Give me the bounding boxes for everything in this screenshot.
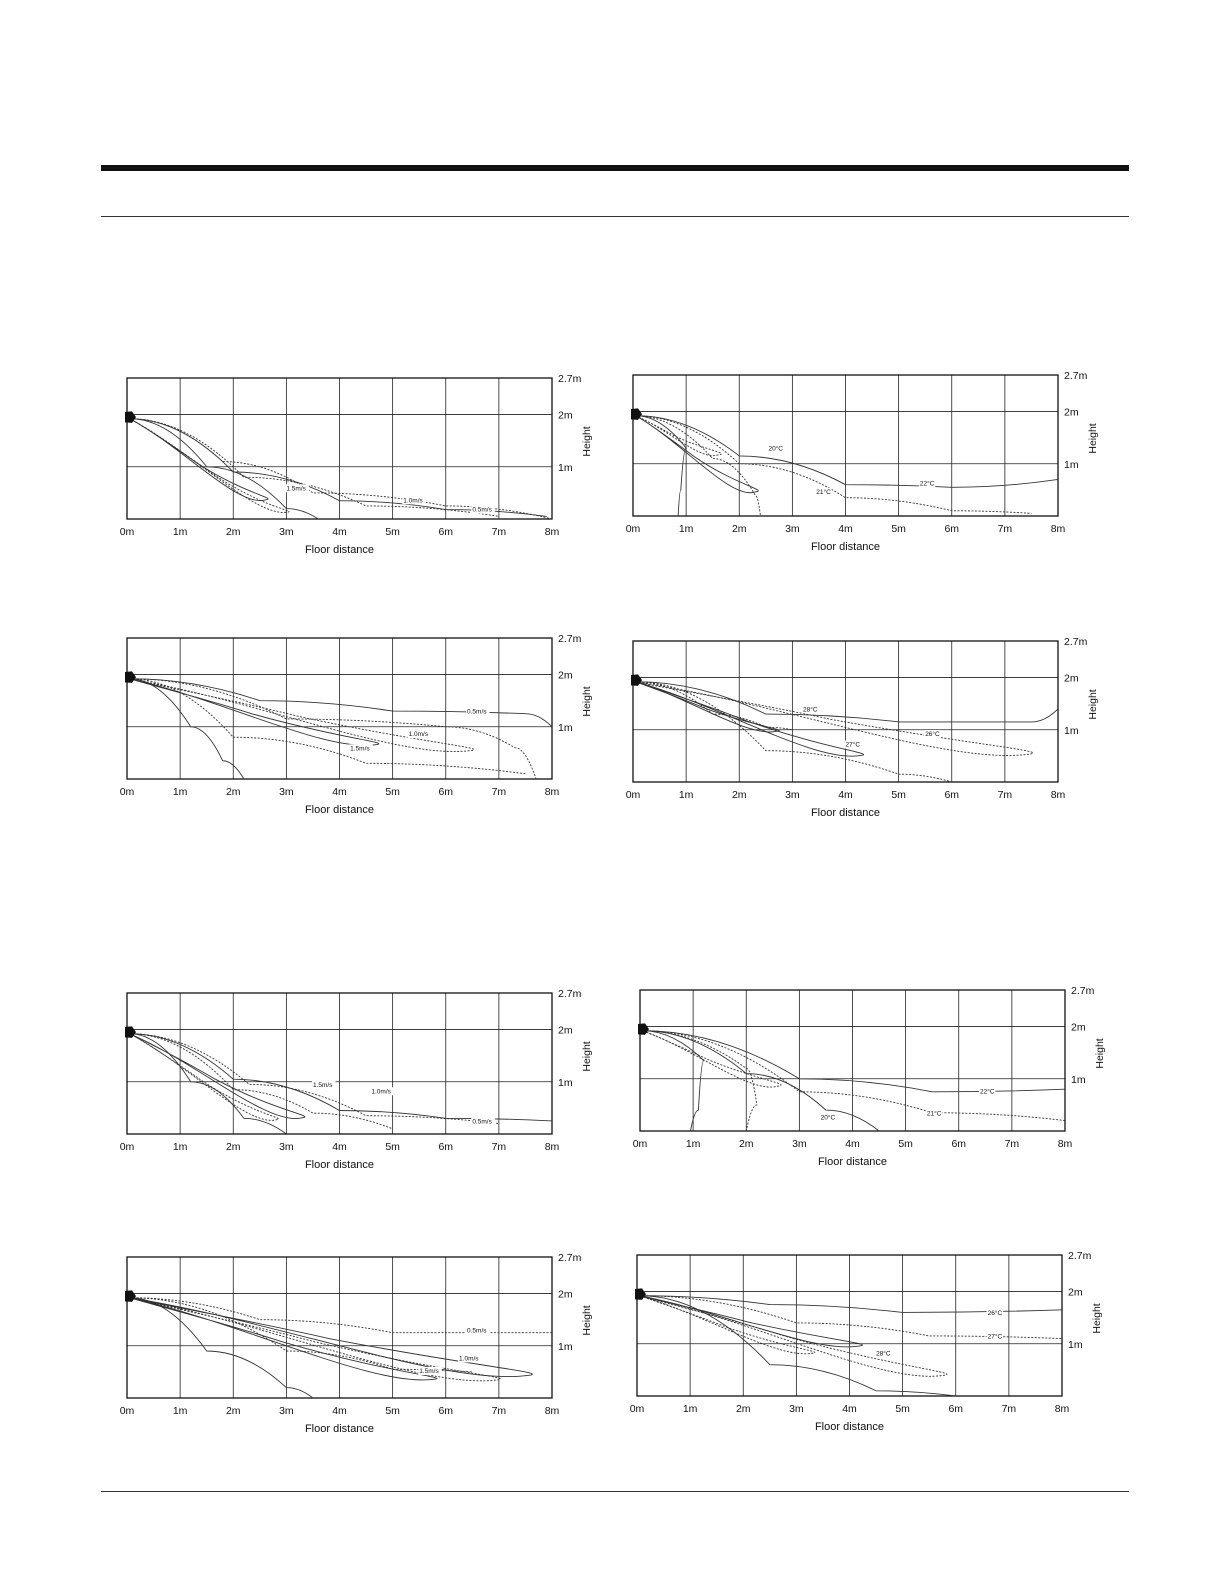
- x-tick-label: 8m: [1050, 789, 1066, 801]
- y-tick-label: 2.7m: [1068, 1250, 1092, 1262]
- x-tick-label: 4m: [332, 1141, 347, 1153]
- air-outlet-icon: [635, 1288, 646, 1299]
- chart-svg-p1: [110, 368, 593, 568]
- temperature-chart-2: [616, 631, 1099, 831]
- contour-label: 26°C: [987, 1310, 1003, 1318]
- x-tick-label: 6m: [438, 526, 454, 538]
- contour-line: [636, 416, 1032, 514]
- chart-svg-p4: [616, 631, 1099, 831]
- contour-label: 0.5m/s: [472, 1118, 492, 1126]
- header-rule-thick: [101, 165, 1129, 171]
- contour-line: [640, 1296, 1062, 1339]
- x-tick-label: 4m: [332, 1405, 347, 1417]
- x-tick-label: 5m: [385, 786, 400, 798]
- y-tick-label: 2.7m: [558, 988, 582, 1000]
- temperature-chart-3: [623, 980, 1106, 1180]
- x-tick-label: 2m: [225, 1141, 241, 1153]
- contour-label: 22°C: [980, 1088, 995, 1096]
- contour-line: [643, 1031, 757, 1131]
- x-tick-label: 6m: [948, 1403, 964, 1415]
- x-tick-label: 1m: [172, 526, 188, 538]
- x-tick-label: 3m: [785, 789, 800, 801]
- x-tick-label: 3m: [279, 1141, 294, 1153]
- x-axis-label: Floor distance: [810, 541, 881, 553]
- y-tick-label: 2.7m: [558, 633, 582, 645]
- contour-line: [130, 1298, 313, 1398]
- y-tick-label: 1m: [558, 1076, 573, 1089]
- y-tick-label: 2m: [558, 1288, 573, 1301]
- contour-line: [643, 1031, 1065, 1121]
- x-tick-label: 6m: [944, 789, 960, 801]
- y-tick-label: 1m: [1068, 1338, 1083, 1351]
- x-tick-label: 5m: [385, 1141, 400, 1153]
- x-tick-label: 5m: [385, 1405, 400, 1417]
- contour-line: [636, 416, 1058, 488]
- x-tick-label: 3m: [279, 526, 294, 538]
- x-tick-label: 8m: [544, 526, 560, 538]
- x-tick-label: 4m: [838, 789, 853, 801]
- contour-label: 21°C: [926, 1110, 942, 1118]
- contour-line: [636, 682, 1033, 756]
- y-tick-label: 2.7m: [558, 1252, 582, 1264]
- y-tick-label: 2m: [558, 669, 573, 682]
- contour-line: [130, 1298, 437, 1380]
- footer-rule: [101, 1491, 1129, 1492]
- x-tick-label: 1m: [678, 789, 694, 801]
- x-tick-label: 8m: [544, 786, 560, 798]
- chart-svg-p6: [623, 980, 1106, 1180]
- y-tick-label: 1m: [1071, 1073, 1086, 1086]
- contour-label: 1.5m/s: [286, 485, 306, 493]
- x-tick-label: 4m: [842, 1403, 857, 1415]
- contour-label: 21°C: [816, 489, 831, 497]
- contour-line: [643, 1031, 704, 1131]
- x-tick-label: 1m: [685, 1138, 701, 1150]
- y-tick-label: 2m: [1068, 1286, 1083, 1299]
- contour-label: 1.5m/s: [419, 1367, 439, 1375]
- x-tick-label: 7m: [1001, 1403, 1017, 1415]
- x-tick-label: 3m: [279, 786, 294, 798]
- x-tick-label: 4m: [838, 523, 853, 535]
- contour-label: 1.0m/s: [403, 497, 423, 505]
- x-tick-label: 2m: [738, 1138, 754, 1150]
- x-tick-label: 0m: [625, 789, 641, 801]
- y-axis-label: Height: [1087, 423, 1099, 454]
- y-tick-label: 2.7m: [558, 373, 582, 385]
- air-outlet-icon: [631, 674, 642, 685]
- y-tick-label: 2.7m: [1064, 636, 1088, 648]
- x-tick-label: 5m: [891, 523, 906, 535]
- x-tick-label: 1m: [172, 1405, 188, 1417]
- x-axis-label: Floor distance: [817, 1156, 888, 1168]
- x-tick-label: 8m: [544, 1141, 560, 1153]
- contour-line: [643, 1031, 879, 1131]
- airflow-velocity-chart-1: [110, 368, 593, 568]
- chart-svg-p2: [616, 365, 1099, 565]
- contour-label: 20°C: [768, 445, 783, 453]
- x-tick-label: 2m: [225, 1405, 241, 1417]
- x-tick-label: 3m: [785, 523, 800, 535]
- x-tick-label: 5m: [898, 1138, 913, 1150]
- contour-label: 0.5m/s: [467, 708, 487, 716]
- x-axis-label: Floor distance: [304, 544, 375, 556]
- y-tick-label: 2m: [558, 409, 573, 422]
- x-tick-label: 7m: [491, 786, 507, 798]
- x-tick-label: 8m: [1057, 1138, 1073, 1150]
- contour-line: [636, 682, 864, 756]
- x-tick-label: 0m: [625, 523, 641, 535]
- x-tick-label: 5m: [895, 1403, 910, 1415]
- x-tick-label: 2m: [225, 786, 241, 798]
- x-tick-label: 3m: [789, 1403, 804, 1415]
- x-tick-label: 4m: [845, 1138, 860, 1150]
- contour-line: [130, 679, 536, 779]
- contour-line: [130, 419, 552, 519]
- x-tick-label: 0m: [119, 1141, 135, 1153]
- y-tick-label: 2m: [1064, 672, 1079, 685]
- contour-label: 28°C: [876, 1350, 891, 1358]
- x-tick-label: 0m: [119, 1405, 135, 1417]
- y-tick-label: 1m: [1064, 724, 1079, 737]
- x-tick-label: 1m: [682, 1403, 698, 1415]
- temperature-chart-4: [620, 1245, 1103, 1445]
- x-axis-label: Floor distance: [304, 1159, 375, 1171]
- y-tick-label: 1m: [1064, 458, 1079, 471]
- x-tick-label: 2m: [731, 523, 747, 535]
- contour-line: [130, 1034, 279, 1121]
- x-tick-label: 8m: [1054, 1403, 1070, 1415]
- contour-line: [130, 419, 289, 513]
- x-tick-label: 3m: [792, 1138, 807, 1150]
- x-tick-label: 7m: [491, 1141, 507, 1153]
- y-tick-label: 2.7m: [1064, 370, 1088, 382]
- y-axis-label: Height: [1094, 1038, 1106, 1069]
- x-tick-label: 7m: [1004, 1138, 1020, 1150]
- contour-line: [130, 679, 526, 774]
- contour-line: [130, 419, 547, 517]
- contour-line: [640, 1296, 956, 1396]
- air-outlet-icon: [638, 1023, 649, 1034]
- contour-label: 22°C: [919, 480, 935, 488]
- contour-label: 28°C: [803, 706, 818, 714]
- air-outlet-icon: [125, 671, 136, 682]
- contour-line: [130, 419, 319, 519]
- y-axis-label: Height: [581, 1041, 593, 1072]
- air-outlet-icon: [125, 1290, 136, 1301]
- x-tick-label: 7m: [997, 789, 1013, 801]
- contour-line: [130, 679, 379, 746]
- contour-label: 1.5m/s: [312, 1082, 333, 1089]
- contour-label: 1.0m/s: [459, 1355, 479, 1363]
- y-tick-label: 2m: [558, 1024, 573, 1037]
- contour-label: 1.5m/s: [350, 745, 370, 753]
- contour-label: 0.5m/s: [467, 1327, 487, 1335]
- x-tick-label: 0m: [629, 1403, 645, 1415]
- chart-svg-p8: [620, 1245, 1103, 1445]
- x-axis-label: Floor distance: [814, 1421, 885, 1433]
- chart-svg-p7: [110, 1247, 593, 1447]
- contour-line: [636, 416, 759, 493]
- x-tick-label: 8m: [544, 1405, 560, 1417]
- x-tick-label: 6m: [438, 1405, 454, 1417]
- x-tick-label: 2m: [225, 526, 241, 538]
- temperature-chart-1: [616, 365, 1099, 565]
- x-tick-label: 0m: [119, 526, 135, 538]
- x-tick-label: 6m: [951, 1138, 967, 1150]
- airflow-velocity-chart-3: [110, 983, 593, 1183]
- contour-label: 26°C: [925, 731, 940, 739]
- y-tick-label: 2m: [1071, 1021, 1086, 1034]
- x-tick-label: 8m: [1050, 523, 1066, 535]
- contour-label: 1.0m/s: [371, 1088, 391, 1096]
- x-tick-label: 1m: [172, 786, 188, 798]
- airflow-velocity-chart-2: [110, 628, 593, 828]
- contour-line: [636, 682, 1058, 722]
- x-tick-label: 6m: [944, 523, 960, 535]
- contour-label: 27°C: [845, 741, 861, 749]
- x-tick-label: 6m: [438, 1141, 454, 1153]
- x-tick-label: 0m: [119, 786, 135, 798]
- x-tick-label: 6m: [438, 786, 454, 798]
- x-tick-label: 7m: [491, 526, 507, 538]
- header-rule-thin: [101, 216, 1129, 217]
- y-axis-label: Height: [1087, 689, 1099, 720]
- x-axis-label: Floor distance: [810, 807, 881, 819]
- contour-label: 20°C: [820, 1114, 836, 1122]
- x-tick-label: 2m: [731, 789, 747, 801]
- x-tick-label: 7m: [997, 523, 1013, 535]
- chart-svg-p3: [110, 628, 593, 828]
- contour-line: [636, 416, 686, 516]
- x-tick-label: 0m: [632, 1138, 648, 1150]
- contour-label: 0.5m/s: [472, 506, 492, 514]
- y-axis-label: Height: [1091, 1303, 1103, 1334]
- x-tick-label: 7m: [491, 1405, 507, 1417]
- chart-svg-p5: [110, 983, 593, 1183]
- contour-line: [130, 1034, 305, 1119]
- contour-line: [130, 419, 499, 517]
- x-axis-label: Floor distance: [304, 804, 375, 816]
- airflow-velocity-chart-4: [110, 1247, 593, 1447]
- x-tick-label: 5m: [891, 789, 906, 801]
- x-axis-label: Floor distance: [304, 1423, 375, 1435]
- y-tick-label: 1m: [558, 1340, 573, 1353]
- contour-label: 1.0m/s: [408, 731, 429, 739]
- contour-line: [640, 1296, 947, 1377]
- x-tick-label: 4m: [332, 786, 347, 798]
- x-tick-label: 3m: [279, 1405, 294, 1417]
- x-tick-label: 1m: [678, 523, 694, 535]
- x-tick-label: 1m: [172, 1141, 188, 1153]
- y-tick-label: 1m: [558, 721, 573, 734]
- y-axis-label: Height: [581, 426, 593, 457]
- y-axis-label: Height: [581, 686, 593, 717]
- y-tick-label: 2.7m: [1071, 985, 1095, 997]
- contour-line: [130, 1298, 533, 1377]
- y-tick-label: 2m: [1064, 406, 1079, 419]
- contour-label: 27°C: [987, 1333, 1003, 1341]
- contour-line: [130, 679, 474, 752]
- contour-line: [130, 1034, 552, 1121]
- y-axis-label: Height: [581, 1305, 593, 1336]
- x-tick-label: 4m: [332, 526, 347, 538]
- y-tick-label: 1m: [558, 461, 573, 474]
- x-tick-label: 2m: [735, 1403, 751, 1415]
- x-tick-label: 5m: [385, 526, 400, 538]
